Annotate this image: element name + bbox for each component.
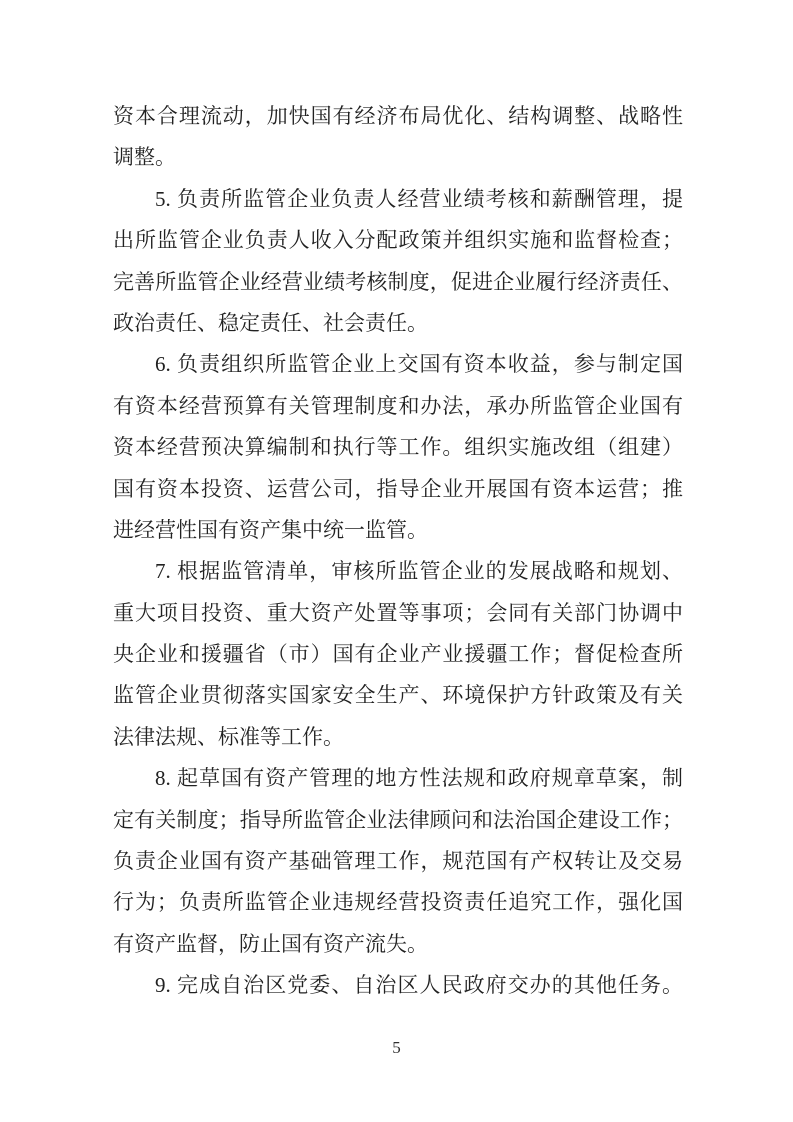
text-line: 资本经营预决算编制和执行等工作。组织实施改组（组建） [113,435,683,460]
text-line: 调整。 [113,145,176,170]
text-line: 重大项目投资、重大资产处置等事项；会同有关部门协调中 [113,600,683,625]
text-line: 定有关制度；指导所监管企业法律顾问和法治国企建设工作； [113,807,683,832]
text-line: 法律法规、标准等工作。 [113,724,344,749]
text-line: 资本合理流动，加快国有经济布局优化、结构调整、战略性 [113,104,683,128]
text-line: 完善所监管企业经营业绩考核制度，促进企业履行经济责任、 [113,269,683,294]
text-line: 5. 负责所监管企业负责人经营业绩考核和薪酬管理，提 [155,186,683,211]
body-text [113,96,683,1007]
text-line: 国有资本投资、运营公司，指导企业开展国有资本运营；推 [113,476,683,501]
text-line: 有资本经营预算有关管理制度和办法，承办所监管企业国有 [113,393,683,418]
text-line: 有资产监督，防止国有资产流失。 [113,931,428,956]
text-line: 行为；负责所监管企业违规经营投资责任追究工作，强化国 [113,890,683,915]
text-line: 监管企业贯彻落实国家安全生产、环境保护方针政策及有关 [113,683,683,708]
text-line: 政治责任、稳定责任、社会责任。 [113,310,428,335]
text-line: 负责企业国有资产基础管理工作，规范国有产权转让及交易 [113,849,683,874]
text-line: 7. 根据监管清单，审核所监管企业的发展战略和规划、 [155,559,683,584]
text-line: 央企业和援疆省（市）国有企业产业援疆工作；督促检查所 [113,642,683,667]
text-line: 6. 负责组织所监管企业上交国有资本收益，参与制定国 [155,352,683,377]
page-number: 5 [392,1038,401,1057]
text-line: 9. 完成自治区党委、自治区人民政府交办的其他任务。 [155,973,683,998]
text-line: 出所监管企业负责人收入分配政策并组织实施和监督检查； [113,228,683,253]
text-line: 8. 起草国有资产管理的地方性法规和政府规章草案，制 [155,766,683,791]
text-line: 进经营性国有资产集中统一监管。 [113,517,428,542]
